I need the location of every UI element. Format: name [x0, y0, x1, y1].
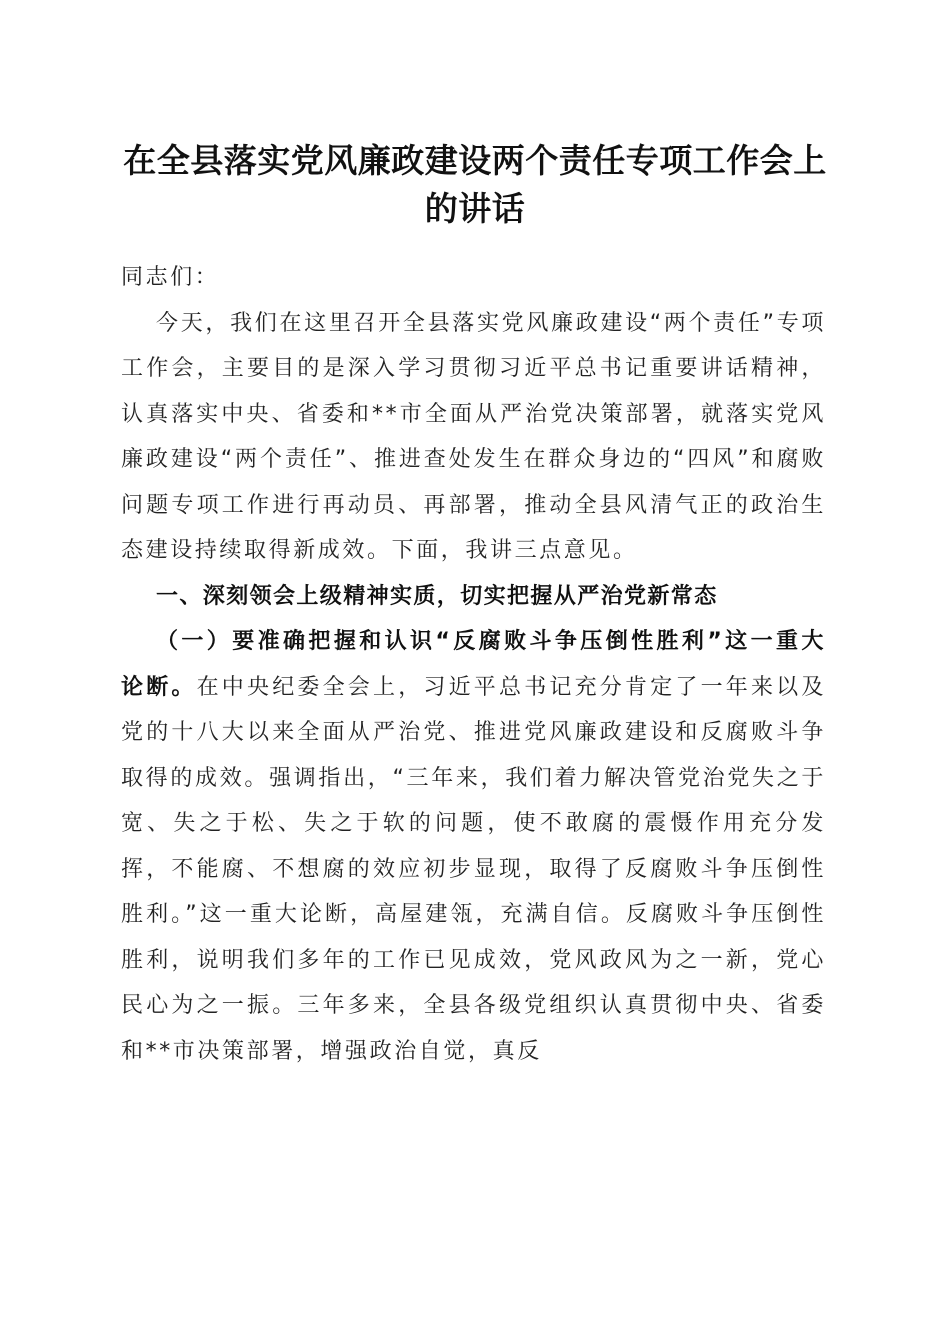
salutation: 同志们：	[121, 265, 220, 290]
document-title: 在全县落实党风廉政建设两个责任专项工作会上的讲话	[123, 141, 827, 228]
document-body	[121, 255, 826, 1074]
subsection-lead-1: （一）要准确把握和认识“反腐败斗争压倒性胜利”这一重大论断。	[121, 629, 826, 700]
subsection-paragraph-1	[121, 619, 826, 1074]
section-heading-1: 一、深刻领会上级精神实质，切实把握从严治党新常态	[156, 583, 718, 609]
subsection-body-1: 在中央纪委全会上，习近平总书记充分肯定了一年来以及党的十八大以来全面从严治党、推进党风廉政建设和反腐败斗争取得的成效。强调指出，“三年来，我们着力解决管党治党失之于宽、失之于松、失之于软的问题，使不敢腐的震慑作用充分发挥，不能腐、不想腐的效应初步显现，取得了反腐败斗争压倒性胜利。”这一重大论断，高屋建瓴，充满自信。反腐败斗争压倒性胜利，说明我们多年的工作已见成效，党风政风为之一新，党心民心为之一振。三年多来，全县各级党组织认真贯彻中央、省委和**市决策部署，增强政治自觉，真反	[121, 674, 826, 1064]
intro-paragraph: 今天，我们在这里召开全县落实党风廉政建设“两个责任”专项工作会，主要目的是深入学习贯彻习近平总书记重要讲话精神，认真落实中央、省委和**市全面从严治党决策部署，就落实党风廉政建设“两个责任”、推进查处发生在群众身边的“四风”和腐败问题专项工作进行再动员、再部署，推动全县风清气正的政治生态建设持续取得新成效。下面，我讲三点意见。	[121, 310, 826, 563]
